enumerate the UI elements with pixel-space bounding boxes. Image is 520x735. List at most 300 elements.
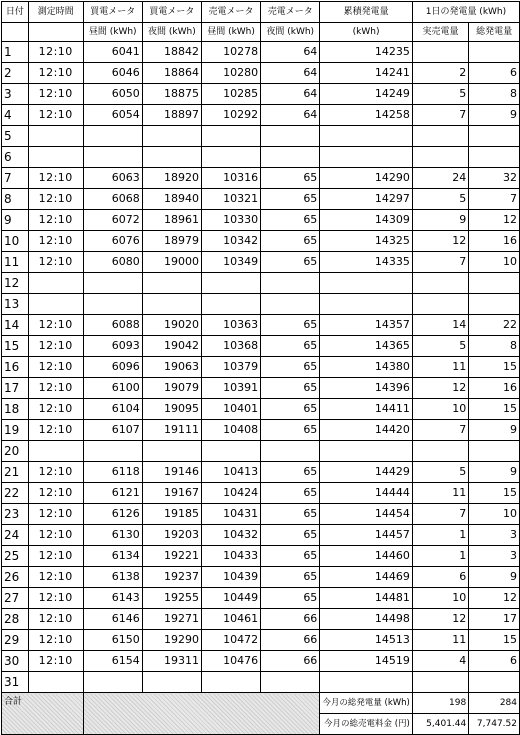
totals-hatched-area bbox=[83, 693, 320, 735]
monthly-total-generation: 284 bbox=[469, 693, 520, 714]
header-time-sub bbox=[28, 23, 83, 42]
row-cumulative-cell bbox=[320, 672, 413, 693]
row-buy-day-cell: 6046 bbox=[83, 63, 142, 84]
row-actual-sold-cell: 9 bbox=[412, 210, 468, 231]
row-total-generation-cell bbox=[469, 273, 520, 294]
row-actual-sold-cell: 12 bbox=[412, 609, 468, 630]
table-row bbox=[2, 189, 520, 210]
row-buy-night-cell: 19255 bbox=[142, 588, 201, 609]
row-buy-night-cell: 19185 bbox=[142, 504, 201, 525]
row-day-cell: 10 bbox=[2, 231, 29, 252]
table-row bbox=[2, 441, 520, 462]
row-day-cell: 31 bbox=[2, 672, 29, 693]
row-total-generation-cell: 16 bbox=[469, 231, 520, 252]
row-time-cell: 12:10 bbox=[28, 567, 83, 588]
row-day-cell: 28 bbox=[2, 609, 29, 630]
monthly-fee-total: 7,747.52 bbox=[469, 714, 520, 735]
row-sell-day-cell: 10321 bbox=[201, 189, 260, 210]
row-time-cell bbox=[28, 294, 83, 315]
row-day-cell: 29 bbox=[2, 630, 29, 651]
row-buy-day-cell: 6088 bbox=[83, 315, 142, 336]
row-sell-night-cell: 64 bbox=[261, 84, 320, 105]
table-row bbox=[2, 546, 520, 567]
table-row bbox=[2, 126, 520, 147]
row-cumulative-cell: 14457 bbox=[320, 525, 413, 546]
row-sell-night-cell: 65 bbox=[261, 399, 320, 420]
row-buy-night-cell: 19042 bbox=[142, 336, 201, 357]
row-sell-night-cell: 65 bbox=[261, 168, 320, 189]
row-buy-day-cell: 6054 bbox=[83, 105, 142, 126]
row-cumulative-cell: 14249 bbox=[320, 84, 413, 105]
monthly-fee-actual-sold: 5,401.44 bbox=[412, 714, 468, 735]
row-buy-day-cell: 6138 bbox=[83, 567, 142, 588]
row-sell-day-cell: 10408 bbox=[201, 420, 260, 441]
row-buy-day-cell: 6118 bbox=[83, 462, 142, 483]
monthly-fee-label: 今月の総売電料金 (円) bbox=[320, 714, 413, 735]
row-actual-sold-cell: 12 bbox=[412, 378, 468, 399]
row-sell-day-cell: 10433 bbox=[201, 546, 260, 567]
row-cumulative-cell: 14519 bbox=[320, 651, 413, 672]
table-row bbox=[2, 273, 520, 294]
header-buy-day-unit: 昼間 (kWh) bbox=[83, 23, 142, 42]
row-time-cell: 12:10 bbox=[28, 168, 83, 189]
row-buy-day-cell: 6076 bbox=[83, 231, 142, 252]
row-buy-day-cell: 6146 bbox=[83, 609, 142, 630]
row-sell-day-cell: 10476 bbox=[201, 651, 260, 672]
row-actual-sold-cell: 11 bbox=[412, 357, 468, 378]
row-total-generation-cell: 10 bbox=[469, 252, 520, 273]
row-total-generation-cell bbox=[469, 147, 520, 168]
row-buy-night-cell: 19079 bbox=[142, 378, 201, 399]
row-actual-sold-cell: 7 bbox=[412, 420, 468, 441]
table-row bbox=[2, 525, 520, 546]
header-sell-night-unit: 夜間 (kWh) bbox=[261, 23, 320, 42]
row-day-cell: 20 bbox=[2, 441, 29, 462]
row-day-cell: 15 bbox=[2, 336, 29, 357]
row-buy-night-cell: 19237 bbox=[142, 567, 201, 588]
row-sell-day-cell: 10278 bbox=[201, 42, 260, 63]
row-total-generation-cell: 8 bbox=[469, 336, 520, 357]
row-buy-day-cell: 6143 bbox=[83, 588, 142, 609]
row-sell-day-cell: 10330 bbox=[201, 210, 260, 231]
row-total-generation-cell bbox=[469, 126, 520, 147]
row-sell-day-cell: 10349 bbox=[201, 252, 260, 273]
table-row bbox=[2, 609, 520, 630]
row-cumulative-cell: 14335 bbox=[320, 252, 413, 273]
row-total-generation-cell: 9 bbox=[469, 567, 520, 588]
row-buy-night-cell: 19000 bbox=[142, 252, 201, 273]
row-total-generation-cell bbox=[469, 441, 520, 462]
row-sell-night-cell bbox=[261, 147, 320, 168]
table-row bbox=[2, 252, 520, 273]
table-row bbox=[2, 378, 520, 399]
row-total-generation-cell bbox=[469, 42, 520, 63]
row-buy-night-cell: 19063 bbox=[142, 357, 201, 378]
row-actual-sold-cell: 7 bbox=[412, 252, 468, 273]
row-sell-day-cell: 10432 bbox=[201, 525, 260, 546]
row-time-cell: 12:10 bbox=[28, 525, 83, 546]
row-day-cell: 25 bbox=[2, 546, 29, 567]
row-sell-day-cell: 10413 bbox=[201, 462, 260, 483]
row-time-cell: 12:10 bbox=[28, 483, 83, 504]
row-sell-day-cell: 10280 bbox=[201, 63, 260, 84]
row-total-generation-cell: 6 bbox=[469, 63, 520, 84]
row-day-cell: 12 bbox=[2, 273, 29, 294]
header-row-2 bbox=[2, 23, 520, 42]
totals-label: 合計 bbox=[2, 693, 84, 735]
row-actual-sold-cell: 6 bbox=[412, 567, 468, 588]
row-sell-day-cell bbox=[201, 126, 260, 147]
row-actual-sold-cell: 7 bbox=[412, 504, 468, 525]
row-sell-night-cell bbox=[261, 294, 320, 315]
table-row bbox=[2, 42, 520, 63]
table-row bbox=[2, 63, 520, 84]
row-buy-night-cell: 18920 bbox=[142, 168, 201, 189]
row-total-generation-cell: 9 bbox=[469, 105, 520, 126]
row-cumulative-cell bbox=[320, 441, 413, 462]
row-cumulative-cell: 14235 bbox=[320, 42, 413, 63]
row-cumulative-cell: 14460 bbox=[320, 546, 413, 567]
row-time-cell bbox=[28, 126, 83, 147]
row-sell-night-cell: 65 bbox=[261, 546, 320, 567]
row-cumulative-cell: 14444 bbox=[320, 483, 413, 504]
row-buy-day-cell bbox=[83, 147, 142, 168]
totals-row-generation bbox=[2, 693, 520, 714]
row-buy-day-cell: 6080 bbox=[83, 252, 142, 273]
row-day-cell: 3 bbox=[2, 84, 29, 105]
header-cumulative-unit: (kWh) bbox=[320, 23, 413, 42]
row-cumulative-cell: 14297 bbox=[320, 189, 413, 210]
row-buy-night-cell: 19167 bbox=[142, 483, 201, 504]
row-total-generation-cell: 6 bbox=[469, 651, 520, 672]
row-total-generation-cell bbox=[469, 294, 520, 315]
row-cumulative-cell bbox=[320, 294, 413, 315]
row-buy-day-cell bbox=[83, 126, 142, 147]
row-buy-night-cell: 19146 bbox=[142, 462, 201, 483]
row-buy-day-cell: 6154 bbox=[83, 651, 142, 672]
row-time-cell bbox=[28, 441, 83, 462]
row-sell-day-cell: 10292 bbox=[201, 105, 260, 126]
row-sell-night-cell bbox=[261, 672, 320, 693]
row-sell-day-cell: 10342 bbox=[201, 231, 260, 252]
row-cumulative-cell: 14380 bbox=[320, 357, 413, 378]
row-cumulative-cell: 14420 bbox=[320, 420, 413, 441]
row-sell-day-cell: 10368 bbox=[201, 336, 260, 357]
row-buy-night-cell: 19311 bbox=[142, 651, 201, 672]
row-sell-night-cell: 65 bbox=[261, 588, 320, 609]
header-daily-generation: 1日の発電量 (kWh) bbox=[412, 2, 519, 23]
row-buy-day-cell bbox=[83, 294, 142, 315]
row-sell-night-cell: 65 bbox=[261, 357, 320, 378]
row-buy-night-cell: 18875 bbox=[142, 84, 201, 105]
row-actual-sold-cell bbox=[412, 147, 468, 168]
row-sell-day-cell bbox=[201, 672, 260, 693]
row-buy-night-cell: 19221 bbox=[142, 546, 201, 567]
row-sell-night-cell: 65 bbox=[261, 252, 320, 273]
row-sell-night-cell: 65 bbox=[261, 525, 320, 546]
row-sell-day-cell: 10379 bbox=[201, 357, 260, 378]
row-total-generation-cell bbox=[469, 672, 520, 693]
row-sell-day-cell: 10449 bbox=[201, 588, 260, 609]
row-cumulative-cell: 14357 bbox=[320, 315, 413, 336]
row-buy-night-cell: 18961 bbox=[142, 210, 201, 231]
table-row bbox=[2, 147, 520, 168]
table-row bbox=[2, 84, 520, 105]
row-day-cell: 6 bbox=[2, 147, 29, 168]
row-buy-night-cell: 19271 bbox=[142, 609, 201, 630]
row-sell-day-cell: 10461 bbox=[201, 609, 260, 630]
header-day: 日付 bbox=[2, 2, 29, 23]
row-cumulative-cell: 14365 bbox=[320, 336, 413, 357]
row-actual-sold-cell: 11 bbox=[412, 630, 468, 651]
row-actual-sold-cell: 12 bbox=[412, 231, 468, 252]
row-time-cell: 12:10 bbox=[28, 609, 83, 630]
row-buy-night-cell: 19290 bbox=[142, 630, 201, 651]
row-sell-night-cell: 65 bbox=[261, 210, 320, 231]
row-buy-night-cell: 18897 bbox=[142, 105, 201, 126]
row-cumulative-cell: 14469 bbox=[320, 567, 413, 588]
table-row bbox=[2, 336, 520, 357]
row-actual-sold-cell: 24 bbox=[412, 168, 468, 189]
row-total-generation-cell: 10 bbox=[469, 504, 520, 525]
row-cumulative-cell bbox=[320, 147, 413, 168]
row-buy-night-cell: 19095 bbox=[142, 399, 201, 420]
row-total-generation-cell: 32 bbox=[469, 168, 520, 189]
row-buy-day-cell bbox=[83, 672, 142, 693]
row-day-cell: 16 bbox=[2, 357, 29, 378]
row-day-cell: 11 bbox=[2, 252, 29, 273]
row-buy-day-cell: 6130 bbox=[83, 525, 142, 546]
row-cumulative-cell: 14396 bbox=[320, 378, 413, 399]
row-buy-day-cell: 6104 bbox=[83, 399, 142, 420]
row-actual-sold-cell bbox=[412, 42, 468, 63]
table-row bbox=[2, 462, 520, 483]
row-total-generation-cell: 12 bbox=[469, 210, 520, 231]
table-row bbox=[2, 210, 520, 231]
row-time-cell: 12:10 bbox=[28, 588, 83, 609]
row-day-cell: 4 bbox=[2, 105, 29, 126]
row-actual-sold-cell: 1 bbox=[412, 546, 468, 567]
row-time-cell: 12:10 bbox=[28, 210, 83, 231]
header-time: 測定時間 bbox=[28, 2, 83, 23]
row-sell-night-cell: 64 bbox=[261, 42, 320, 63]
row-actual-sold-cell: 5 bbox=[412, 462, 468, 483]
row-buy-day-cell: 6100 bbox=[83, 378, 142, 399]
row-cumulative-cell: 14454 bbox=[320, 504, 413, 525]
row-total-generation-cell: 8 bbox=[469, 84, 520, 105]
row-buy-night-cell bbox=[142, 126, 201, 147]
row-total-generation-cell: 15 bbox=[469, 399, 520, 420]
row-sell-night-cell: 65 bbox=[261, 567, 320, 588]
row-sell-night-cell: 65 bbox=[261, 231, 320, 252]
table-row bbox=[2, 231, 520, 252]
row-time-cell: 12:10 bbox=[28, 462, 83, 483]
row-buy-day-cell: 6093 bbox=[83, 336, 142, 357]
row-sell-night-cell bbox=[261, 441, 320, 462]
row-sell-night-cell: 65 bbox=[261, 378, 320, 399]
row-sell-night-cell: 66 bbox=[261, 651, 320, 672]
row-actual-sold-cell: 5 bbox=[412, 336, 468, 357]
row-buy-day-cell: 6041 bbox=[83, 42, 142, 63]
monthly-generation-label: 今月の総発電量 (kWh) bbox=[320, 693, 413, 714]
row-time-cell: 12:10 bbox=[28, 42, 83, 63]
row-buy-night-cell: 18842 bbox=[142, 42, 201, 63]
row-time-cell: 12:10 bbox=[28, 504, 83, 525]
header-sell-night: 売電メータ bbox=[261, 2, 320, 23]
row-time-cell: 12:10 bbox=[28, 231, 83, 252]
table-row bbox=[2, 567, 520, 588]
row-buy-day-cell: 6126 bbox=[83, 504, 142, 525]
row-day-cell: 24 bbox=[2, 525, 29, 546]
table-row bbox=[2, 357, 520, 378]
row-sell-day-cell: 10431 bbox=[201, 504, 260, 525]
table-row bbox=[2, 483, 520, 504]
row-buy-night-cell bbox=[142, 672, 201, 693]
row-buy-night-cell: 18864 bbox=[142, 63, 201, 84]
row-time-cell: 12:10 bbox=[28, 336, 83, 357]
row-day-cell: 22 bbox=[2, 483, 29, 504]
row-total-generation-cell: 9 bbox=[469, 420, 520, 441]
row-cumulative-cell: 14498 bbox=[320, 609, 413, 630]
row-sell-day-cell: 10439 bbox=[201, 567, 260, 588]
row-sell-night-cell: 65 bbox=[261, 483, 320, 504]
table-row bbox=[2, 168, 520, 189]
table-row bbox=[2, 672, 520, 693]
header-buy-night: 買電メータ bbox=[142, 2, 201, 23]
row-total-generation-cell: 15 bbox=[469, 357, 520, 378]
row-actual-sold-cell: 4 bbox=[412, 651, 468, 672]
row-day-cell: 23 bbox=[2, 504, 29, 525]
row-actual-sold-cell bbox=[412, 126, 468, 147]
table-row bbox=[2, 504, 520, 525]
row-sell-day-cell: 10424 bbox=[201, 483, 260, 504]
row-actual-sold-cell: 7 bbox=[412, 105, 468, 126]
row-time-cell: 12:10 bbox=[28, 651, 83, 672]
row-buy-day-cell: 6068 bbox=[83, 189, 142, 210]
row-cumulative-cell: 14481 bbox=[320, 588, 413, 609]
row-buy-day-cell: 6063 bbox=[83, 168, 142, 189]
row-day-cell: 2 bbox=[2, 63, 29, 84]
table-row bbox=[2, 630, 520, 651]
row-time-cell bbox=[28, 672, 83, 693]
row-actual-sold-cell: 10 bbox=[412, 399, 468, 420]
row-buy-night-cell: 18940 bbox=[142, 189, 201, 210]
table-row bbox=[2, 315, 520, 336]
row-sell-day-cell bbox=[201, 147, 260, 168]
monthly-actual-sold: 198 bbox=[412, 693, 468, 714]
header-sell-day: 売電メータ bbox=[201, 2, 260, 23]
table-row bbox=[2, 420, 520, 441]
row-time-cell bbox=[28, 147, 83, 168]
row-time-cell: 12:10 bbox=[28, 357, 83, 378]
row-total-generation-cell: 15 bbox=[469, 630, 520, 651]
row-cumulative-cell: 14241 bbox=[320, 63, 413, 84]
row-buy-night-cell: 19111 bbox=[142, 420, 201, 441]
row-buy-night-cell: 19203 bbox=[142, 525, 201, 546]
row-sell-day-cell: 10316 bbox=[201, 168, 260, 189]
row-total-generation-cell: 16 bbox=[469, 378, 520, 399]
row-buy-night-cell bbox=[142, 273, 201, 294]
header-cumulative: 累積発電量 bbox=[320, 2, 413, 23]
row-actual-sold-cell bbox=[412, 273, 468, 294]
row-cumulative-cell: 14411 bbox=[320, 399, 413, 420]
row-actual-sold-cell: 2 bbox=[412, 63, 468, 84]
row-time-cell: 12:10 bbox=[28, 315, 83, 336]
table-row bbox=[2, 588, 520, 609]
row-buy-day-cell: 6121 bbox=[83, 483, 142, 504]
row-buy-night-cell bbox=[142, 294, 201, 315]
row-actual-sold-cell: 5 bbox=[412, 189, 468, 210]
row-total-generation-cell: 17 bbox=[469, 609, 520, 630]
row-time-cell: 12:10 bbox=[28, 420, 83, 441]
row-actual-sold-cell bbox=[412, 672, 468, 693]
row-day-cell: 17 bbox=[2, 378, 29, 399]
row-time-cell: 12:10 bbox=[28, 63, 83, 84]
row-cumulative-cell: 14258 bbox=[320, 105, 413, 126]
table-row bbox=[2, 105, 520, 126]
row-day-cell: 13 bbox=[2, 294, 29, 315]
header-buy-night-unit: 夜間 (kWh) bbox=[142, 23, 201, 42]
row-time-cell: 12:10 bbox=[28, 399, 83, 420]
row-day-cell: 5 bbox=[2, 126, 29, 147]
row-sell-night-cell: 66 bbox=[261, 609, 320, 630]
row-sell-night-cell bbox=[261, 126, 320, 147]
row-actual-sold-cell bbox=[412, 294, 468, 315]
row-total-generation-cell: 7 bbox=[469, 189, 520, 210]
row-day-cell: 7 bbox=[2, 168, 29, 189]
row-sell-day-cell: 10391 bbox=[201, 378, 260, 399]
row-actual-sold-cell: 1 bbox=[412, 525, 468, 546]
row-time-cell: 12:10 bbox=[28, 546, 83, 567]
row-time-cell: 12:10 bbox=[28, 252, 83, 273]
row-time-cell: 12:10 bbox=[28, 630, 83, 651]
row-buy-night-cell: 19020 bbox=[142, 315, 201, 336]
header-sell-day-unit: 昼間 (kWh) bbox=[201, 23, 260, 42]
row-total-generation-cell: 15 bbox=[469, 483, 520, 504]
row-buy-day-cell: 6050 bbox=[83, 84, 142, 105]
row-sell-night-cell: 65 bbox=[261, 189, 320, 210]
row-sell-night-cell bbox=[261, 273, 320, 294]
row-day-cell: 27 bbox=[2, 588, 29, 609]
row-cumulative-cell bbox=[320, 273, 413, 294]
row-sell-night-cell: 64 bbox=[261, 105, 320, 126]
row-actual-sold-cell: 10 bbox=[412, 588, 468, 609]
row-buy-night-cell bbox=[142, 441, 201, 462]
row-total-generation-cell: 22 bbox=[469, 315, 520, 336]
row-buy-day-cell: 6134 bbox=[83, 546, 142, 567]
row-buy-day-cell: 6096 bbox=[83, 357, 142, 378]
header-total-generation: 総発電量 bbox=[469, 23, 520, 42]
row-cumulative-cell: 14290 bbox=[320, 168, 413, 189]
power-log-table bbox=[1, 1, 520, 735]
row-cumulative-cell: 14513 bbox=[320, 630, 413, 651]
row-sell-day-cell bbox=[201, 441, 260, 462]
table-body bbox=[2, 2, 520, 693]
row-sell-day-cell: 10472 bbox=[201, 630, 260, 651]
row-sell-day-cell bbox=[201, 294, 260, 315]
row-day-cell: 26 bbox=[2, 567, 29, 588]
row-total-generation-cell: 9 bbox=[469, 462, 520, 483]
row-sell-night-cell: 65 bbox=[261, 336, 320, 357]
header-row-1 bbox=[2, 2, 520, 23]
row-sell-night-cell: 65 bbox=[261, 315, 320, 336]
row-time-cell: 12:10 bbox=[28, 105, 83, 126]
header-day-sub bbox=[2, 23, 29, 42]
header-actual-sold: 実売電量 bbox=[412, 23, 468, 42]
row-day-cell: 9 bbox=[2, 210, 29, 231]
row-buy-day-cell: 6150 bbox=[83, 630, 142, 651]
row-sell-day-cell: 10285 bbox=[201, 84, 260, 105]
